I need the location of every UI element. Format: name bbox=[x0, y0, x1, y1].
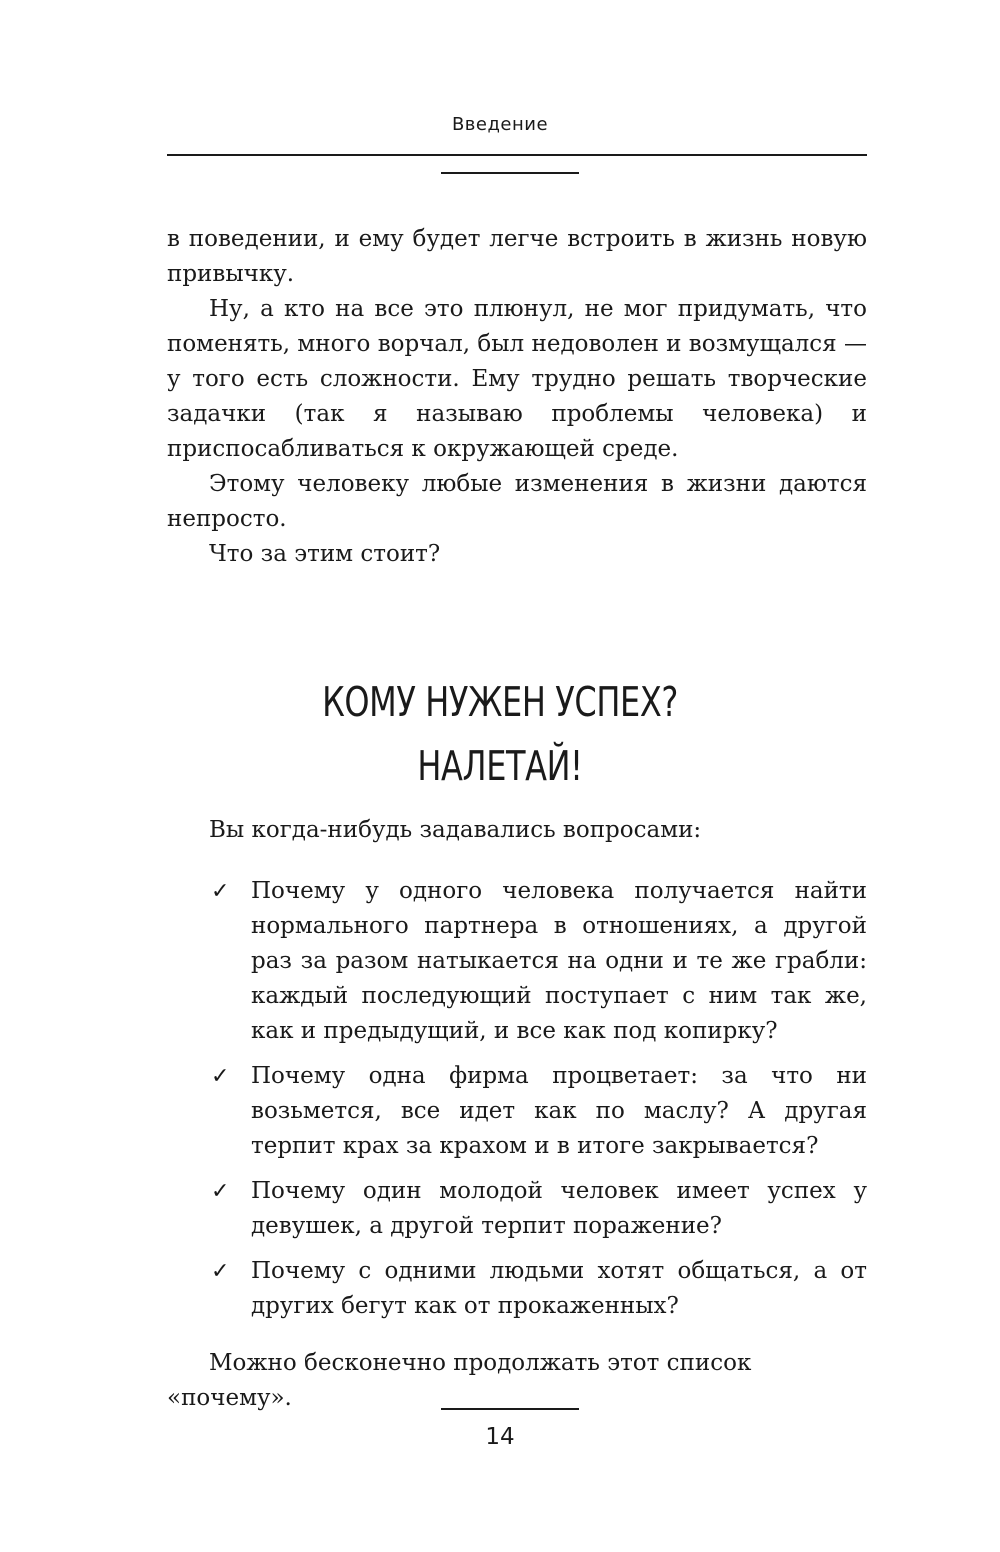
footer-short-rule bbox=[441, 1408, 579, 1410]
list-item bbox=[167, 1174, 867, 1244]
list-item bbox=[167, 1254, 867, 1324]
page-number: 14 bbox=[485, 1424, 515, 1450]
heading-line: НАЛЕТАЙ! bbox=[417, 742, 583, 790]
question-list bbox=[167, 874, 867, 1324]
list-item-text: Почему одна фирма процветает: за что ни возьмется, все идет как по маслу? А другая терпит крах за крахом и в итоге закрывается? bbox=[251, 1063, 867, 1159]
header-rule bbox=[167, 154, 867, 156]
section-heading bbox=[110, 670, 890, 798]
checkmark-icon: ✓ bbox=[211, 1179, 230, 1204]
closing-paragraph: Можно бесконечно продолжать этот список «почему». bbox=[167, 1350, 752, 1411]
list-item bbox=[167, 1059, 867, 1164]
heading-line: КОМУ НУЖЕН УСПЕХ? bbox=[322, 678, 678, 726]
running-title: Введение bbox=[451, 114, 549, 135]
lead-paragraph: Вы когда-нибудь задавались вопросами: bbox=[209, 817, 702, 843]
paragraph: в поведении, и ему будет легче встроить в жизнь новую привычку. bbox=[167, 226, 867, 287]
checkmark-icon: ✓ bbox=[211, 1064, 230, 1089]
section-body bbox=[167, 813, 867, 1416]
list-item bbox=[167, 874, 867, 1049]
paragraph: Ну, а кто на все это плюнул, не мог придумать, что поменять, много ворчал, был недоволен и возмущался — у того есть сложности. Ему трудно решать творческие задачки (так я называю проблемы человека) и приспосабливаться к окружающей среде. bbox=[167, 296, 867, 462]
checkmark-icon: ✓ bbox=[211, 879, 230, 904]
paragraph: Этому человеку любые изменения в жизни даются непросто. bbox=[167, 471, 867, 532]
list-item-text: Почему с одними людьми хотят общаться, а от других бегут как от прокаженных? bbox=[251, 1258, 867, 1319]
paragraph: Что за этим стоит? bbox=[209, 541, 441, 567]
list-item-text: Почему у одного человека получается найти нормального партнера в отношениях, а другой раз за разом натыкается на одни и те же грабли: каждый последующий поступает с ним так же, как и предыдущий, и все как под копирку? bbox=[251, 878, 867, 1044]
header-short-rule bbox=[441, 172, 579, 174]
checkmark-icon: ✓ bbox=[211, 1259, 230, 1284]
list-item-text: Почему один молодой человек имеет успех у девушек, а другой терпит поражение? bbox=[251, 1178, 867, 1239]
intro-text bbox=[167, 222, 867, 572]
